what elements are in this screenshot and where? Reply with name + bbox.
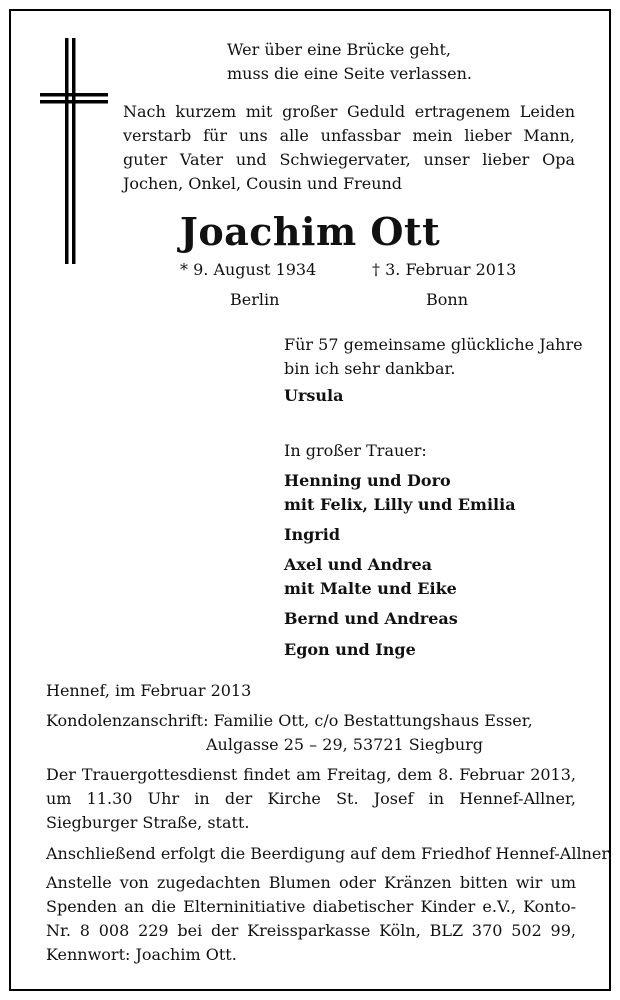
service-info: Der Trauergottesdienst findet am Freitag, dem 8. Februar 2013, um 11.30 Uhr in der Kirche St. Josef in Hennef-Allner, Siegburger Straße, statt. bbox=[46, 765, 576, 832]
wife-message-line-2: bin ich sehr dankbar. bbox=[284, 359, 456, 378]
donation-info: Anstelle von zugedachten Blumen oder Kränzen bitten wir um Spenden an die Elterninitiative diabetischer Kinder e.V., Konto-Nr. 8 008 229 bei der Kreissparkasse Köln, BLZ 370 502 99, Kennwort: Joachim Ott. bbox=[46, 873, 576, 964]
quote-line-1: Wer über eine Brücke geht, bbox=[227, 40, 451, 59]
birth-date: * 9. August 1934 bbox=[180, 260, 317, 279]
deceased-name: Joachim Ott bbox=[179, 209, 441, 254]
mourner-line: mit Malte und Eike bbox=[284, 579, 457, 598]
death-date: † 3. Februar 2013 bbox=[372, 260, 517, 279]
mourner-line: Henning und Doro bbox=[284, 471, 451, 490]
mourner-line: Egon und Inge bbox=[284, 640, 416, 659]
mourner-line: Bernd und Andreas bbox=[284, 609, 458, 628]
burial-info: Anschließend erfolgt die Beerdigung auf dem Friedhof Hennef-Allner. bbox=[46, 844, 613, 863]
mourners-heading: In großer Trauer: bbox=[284, 441, 427, 460]
mourner-line: mit Felix, Lilly und Emilia bbox=[284, 495, 516, 514]
death-place: Bonn bbox=[426, 290, 468, 309]
mourner-line: Ingrid bbox=[284, 525, 340, 544]
birth-place: Berlin bbox=[230, 290, 280, 309]
wife-message-line-1: Für 57 gemeinsame glückliche Jahre bbox=[284, 335, 583, 354]
mourner-line: Axel und Andrea bbox=[284, 555, 433, 574]
condolence-line-2: Aulgasse 25 – 29, 53721 Siegburg bbox=[206, 735, 484, 754]
intro-text: Nach kurzem mit großer Geduld ertragenem Leiden verstarb für uns alle unfassbar mein lieber Mann, guter Vater und Schwiegervater, unser lieber Opa Jochen, Onkel, Cousin und Freund bbox=[123, 102, 575, 193]
place-date: Hennef, im Februar 2013 bbox=[46, 681, 252, 700]
quote-line-2: muss die eine Seite verlassen. bbox=[227, 64, 472, 83]
wife-signature: Ursula bbox=[284, 386, 344, 405]
condolence-line-1: Kondolenzanschrift: Familie Ott, c/o Bestattungshaus Esser, bbox=[46, 711, 533, 730]
